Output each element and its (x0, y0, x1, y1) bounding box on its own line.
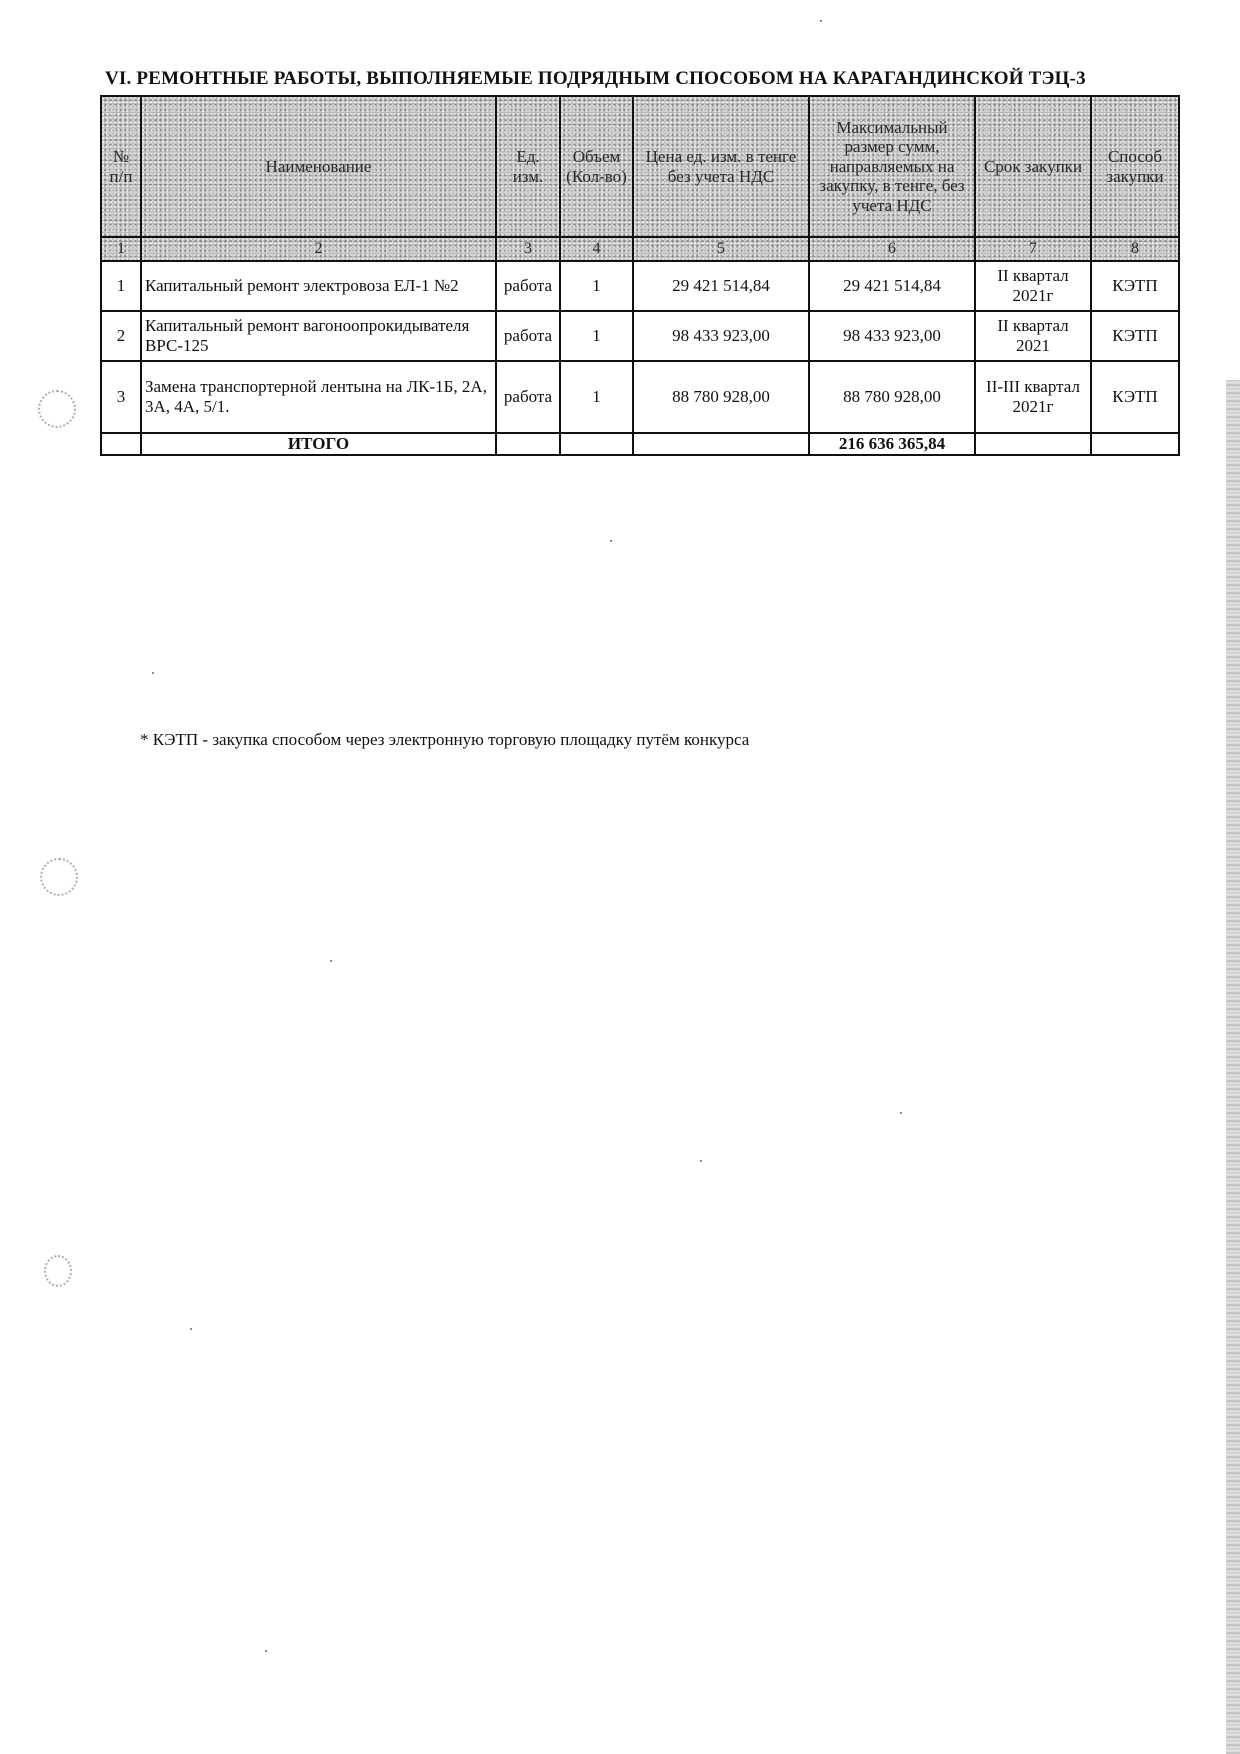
table-total-row (101, 433, 1179, 455)
total-empty-cell (1091, 433, 1179, 455)
table-header-row (101, 96, 1179, 237)
row-quantity: 1 (560, 261, 633, 311)
row-method: КЭТП (1091, 361, 1179, 433)
total-label: ИТОГО (141, 433, 496, 455)
procurement-table-wrapper (100, 95, 1178, 456)
row-number: 1 (101, 261, 141, 311)
column-number: 1 (101, 237, 141, 261)
row-quantity: 1 (560, 361, 633, 433)
row-number: 2 (101, 311, 141, 361)
punch-hole-mark (44, 1255, 72, 1287)
punch-hole-mark (40, 858, 78, 896)
row-unit: работа (496, 311, 560, 361)
row-max-sum: 98 433 923,00 (809, 311, 975, 361)
header-cell-quantity: Объем (Кол-во) (560, 96, 633, 237)
table-row (101, 361, 1179, 433)
total-empty-cell (975, 433, 1091, 455)
punch-hole-mark (38, 390, 76, 428)
row-max-sum: 88 780 928,00 (809, 361, 975, 433)
scan-speck (700, 1160, 702, 1162)
row-term: II квартал 2021г (975, 261, 1091, 311)
document-title: VI. РЕМОНТНЫЕ РАБОТЫ, ВЫПОЛНЯЕМЫЕ ПОДРЯДНЫМ СПОСОБОМ НА КАРАГАНДИНСКОЙ ТЭЦ-3 (105, 68, 1086, 89)
scan-speck (330, 960, 332, 962)
column-number: 5 (633, 237, 809, 261)
column-number: 6 (809, 237, 975, 261)
scan-speck (820, 20, 822, 22)
row-unit: работа (496, 361, 560, 433)
row-name: Капитальный ремонт вагоноопрокидывателя ВРС-125 (141, 311, 496, 361)
total-empty-cell (496, 433, 560, 455)
table-row (101, 261, 1179, 311)
table-row (101, 311, 1179, 361)
scan-speck (265, 1650, 267, 1652)
header-cell-unit: Ед. изм. (496, 96, 560, 237)
total-empty-cell (101, 433, 141, 455)
scan-speck (900, 1112, 902, 1114)
total-empty-cell (633, 433, 809, 455)
column-number: 3 (496, 237, 560, 261)
row-price: 98 433 923,00 (633, 311, 809, 361)
row-term: II квартал 2021 (975, 311, 1091, 361)
column-number: 2 (141, 237, 496, 261)
row-max-sum: 29 421 514,84 (809, 261, 975, 311)
column-number: 4 (560, 237, 633, 261)
scan-speck (152, 672, 154, 674)
footnote: * КЭТП - закупка способом через электронную торговую площадку путём конкурса (140, 730, 750, 749)
table-column-numbers-row (101, 237, 1179, 261)
header-cell-price: Цена ед. изм. в тенге без учета НДС (633, 96, 809, 237)
scan-speck (190, 1328, 192, 1330)
row-unit: работа (496, 261, 560, 311)
row-term: II-III квартал 2021г (975, 361, 1091, 433)
header-cell-method: Способ закупки (1091, 96, 1179, 237)
row-name: Капитальный ремонт электровоза ЕЛ-1 №2 (141, 261, 496, 311)
row-price: 29 421 514,84 (633, 261, 809, 311)
column-number: 7 (975, 237, 1091, 261)
row-quantity: 1 (560, 311, 633, 361)
total-sum: 216 636 365,84 (809, 433, 975, 455)
procurement-table (100, 95, 1180, 456)
header-cell-term: Срок закупки (975, 96, 1091, 237)
row-method: КЭТП (1091, 311, 1179, 361)
column-number: 8 (1091, 237, 1179, 261)
scan-edge-shadow (1226, 380, 1240, 1754)
row-method: КЭТП (1091, 261, 1179, 311)
scan-speck (610, 540, 612, 542)
total-empty-cell (560, 433, 633, 455)
row-number: 3 (101, 361, 141, 433)
header-cell-number: № п/п (101, 96, 141, 237)
row-name: Замена транспортерной лентына на ЛК-1Б, 2А, 3А, 4А, 5/1. (141, 361, 496, 433)
row-price: 88 780 928,00 (633, 361, 809, 433)
header-cell-name: Наименование (141, 96, 496, 237)
header-cell-max-sum: Максимальный размер сумм, направляемых на закупку, в тенге, без учета НДС (809, 96, 975, 237)
